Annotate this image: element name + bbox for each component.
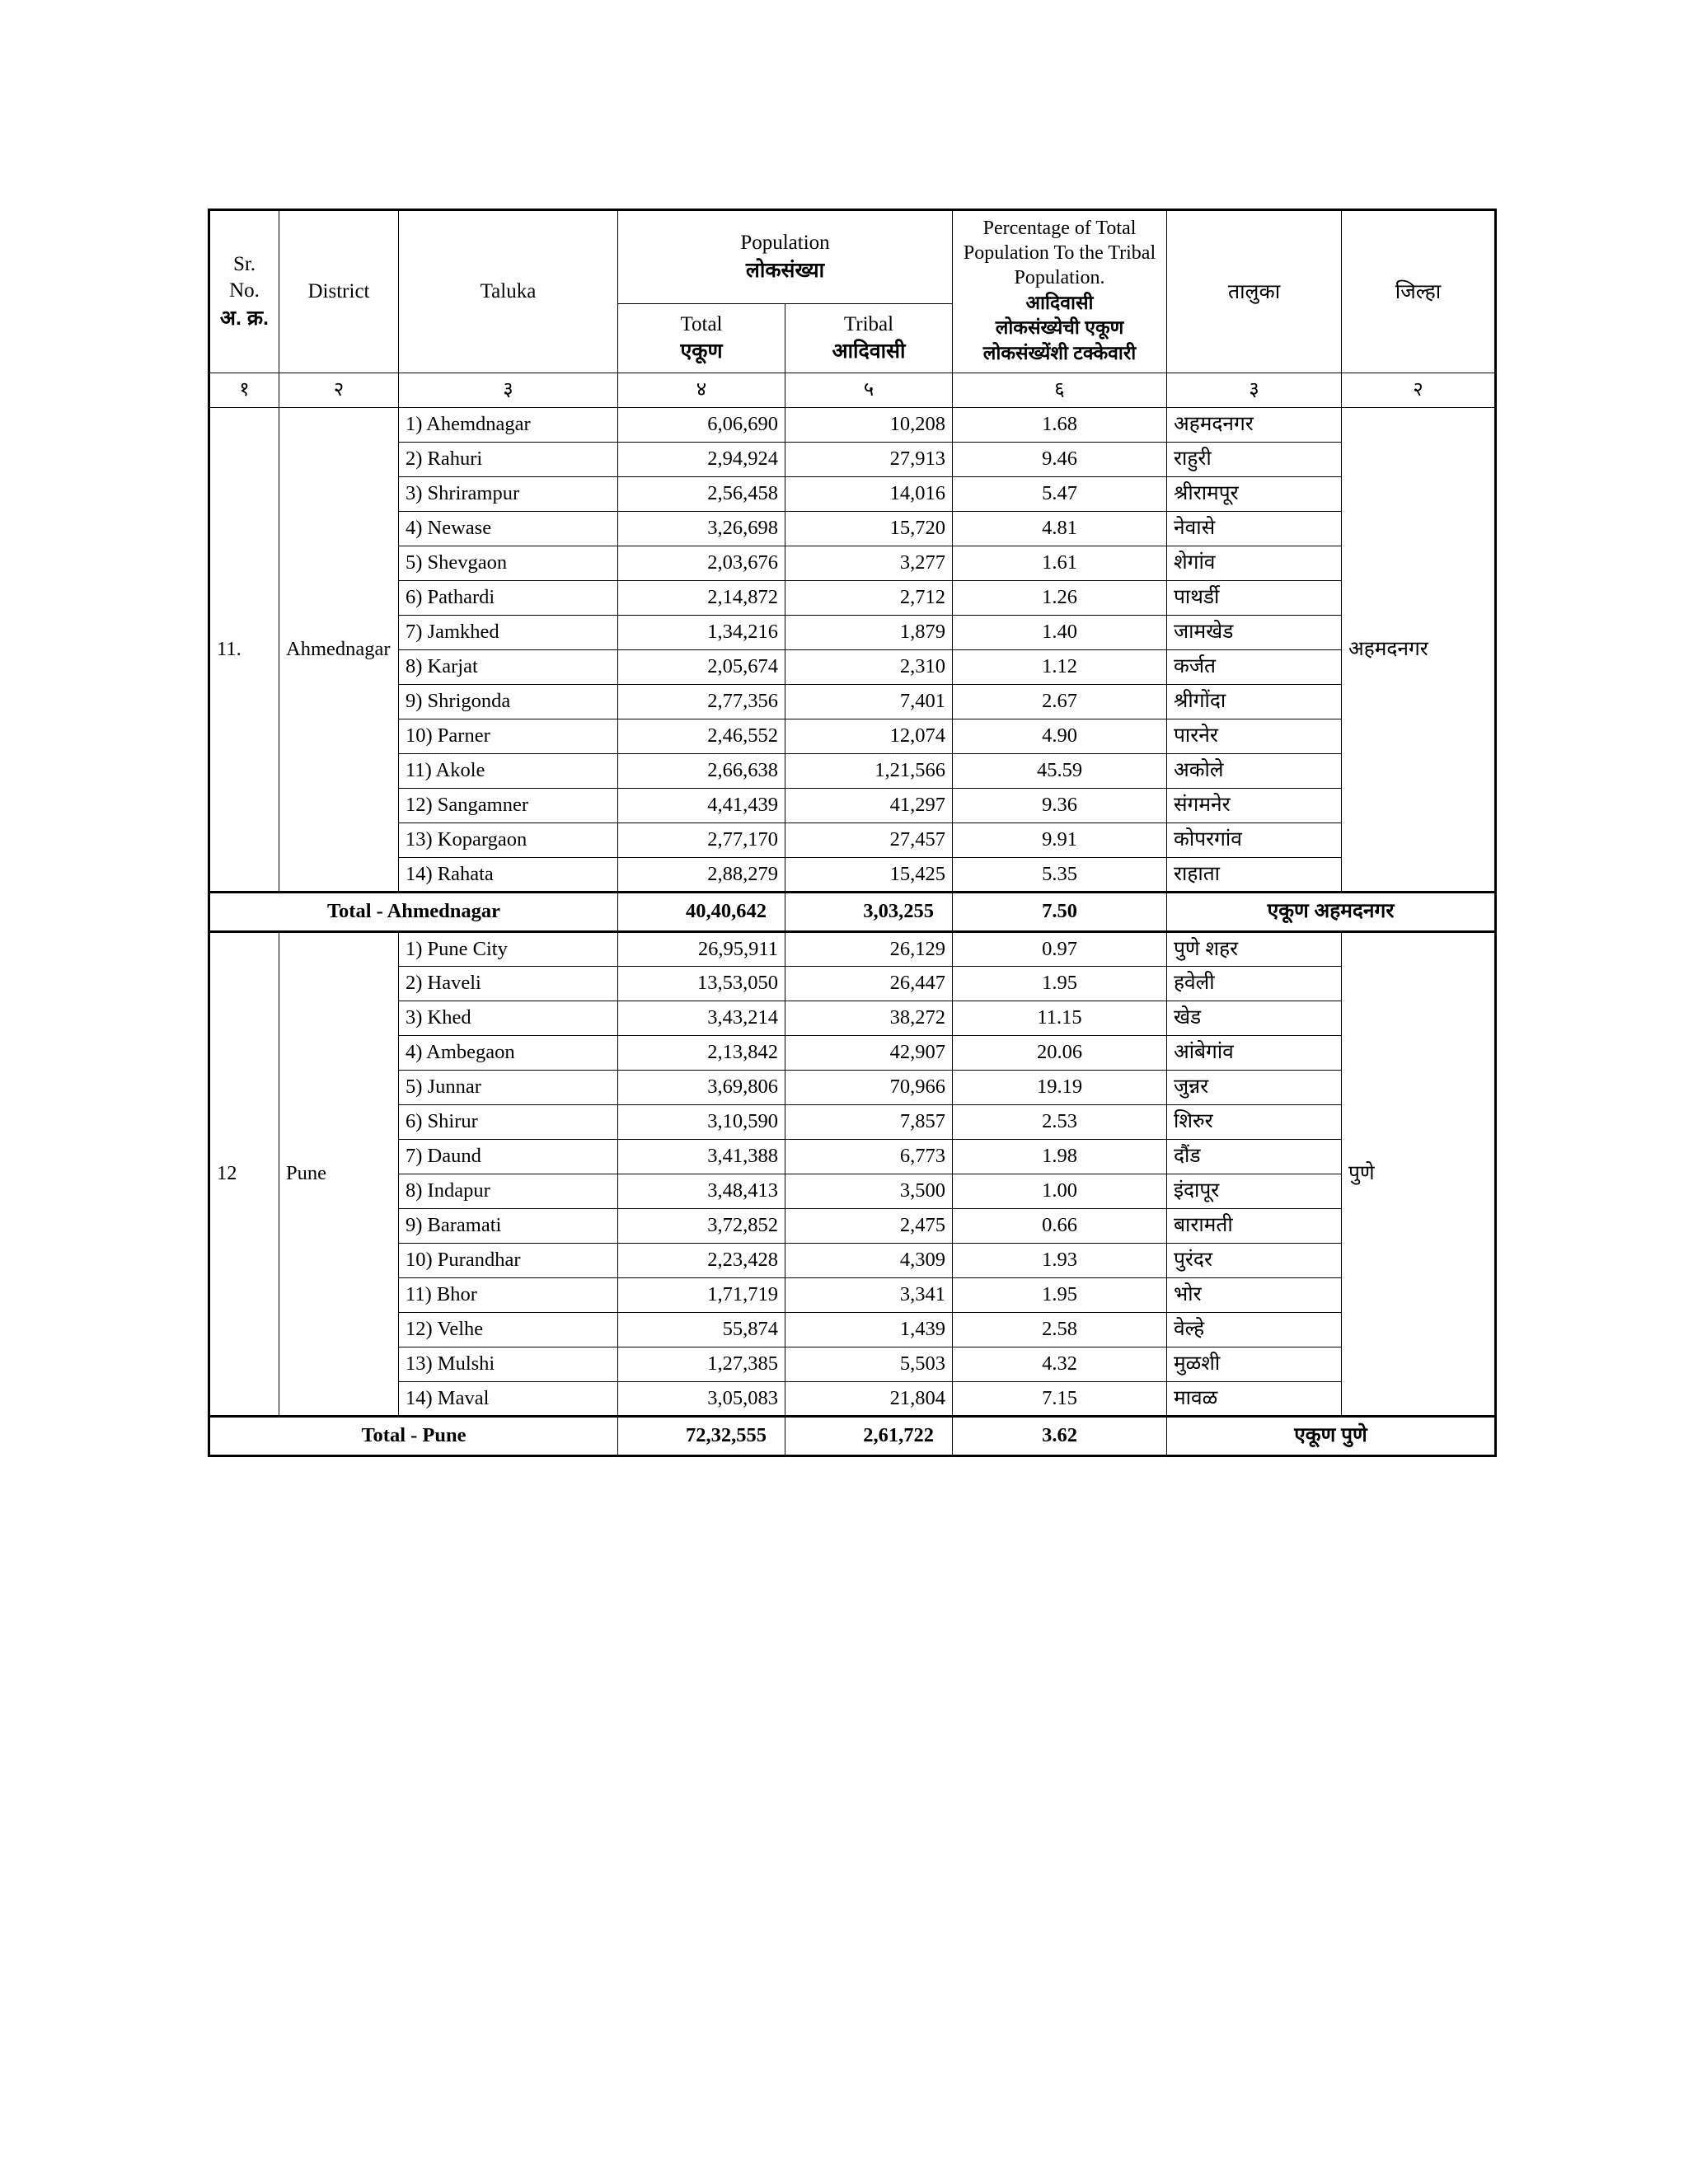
- cell-taluka-mr: संगमनेर: [1167, 789, 1342, 823]
- cell-taluka-en: 3) Shrirampur: [399, 477, 618, 512]
- cell-percentage: 20.06: [953, 1036, 1167, 1071]
- cell-taluka-mr: वेल्हे: [1167, 1313, 1342, 1347]
- cell-taluka-en: 5) Shevgaon: [399, 546, 618, 581]
- cell-total-population: 4,41,439: [618, 789, 785, 823]
- cell-taluka-mr: अहमदनगर: [1167, 408, 1342, 443]
- header-percentage-mr-1: आदिवासी: [1025, 291, 1094, 313]
- cell-taluka-mr: राहुरी: [1167, 443, 1342, 477]
- cell-percentage: 7.15: [953, 1382, 1167, 1417]
- cell-tribal-population: 14,016: [785, 477, 953, 512]
- total-tribal-sum: 3,03,255: [785, 893, 953, 932]
- header-tribal-mr: आदिवासी: [832, 340, 906, 363]
- cell-percentage: 9.91: [953, 823, 1167, 858]
- cell-total-population: 2,66,638: [618, 754, 785, 789]
- cell-tribal-population: 1,21,566: [785, 754, 953, 789]
- header-district-mr: जिल्हा: [1342, 210, 1496, 373]
- table-row: [209, 932, 1496, 967]
- cell-tribal-population: 27,913: [785, 443, 953, 477]
- column-number-5: ५: [785, 373, 953, 408]
- cell-total-population: 3,41,388: [618, 1140, 785, 1174]
- cell-taluka-en: 10) Parner: [399, 719, 618, 754]
- cell-taluka-en: 13) Mulshi: [399, 1347, 618, 1382]
- cell-district-mr: अहमदनगर: [1342, 408, 1496, 893]
- header-sr-no-en: Sr. No.: [229, 252, 260, 302]
- header-sr-no: [209, 210, 279, 373]
- table-row: [209, 1174, 1496, 1209]
- cell-percentage: 9.36: [953, 789, 1167, 823]
- table-row: [209, 823, 1496, 858]
- cell-taluka-mr: दौंड: [1167, 1140, 1342, 1174]
- table-row: [209, 1209, 1496, 1244]
- cell-percentage: 4.81: [953, 512, 1167, 546]
- cell-taluka-mr: शिरुर: [1167, 1105, 1342, 1140]
- total-population-sum: 40,40,642: [618, 893, 785, 932]
- cell-total-population: 3,69,806: [618, 1071, 785, 1105]
- cell-percentage: 1.98: [953, 1140, 1167, 1174]
- cell-percentage: 1.68: [953, 408, 1167, 443]
- cell-percentage: 1.26: [953, 581, 1167, 616]
- cell-taluka-en: 12) Velhe: [399, 1313, 618, 1347]
- cell-taluka-en: 5) Junnar: [399, 1071, 618, 1105]
- cell-total-population: 13,53,050: [618, 967, 785, 1001]
- table-row: [209, 1382, 1496, 1417]
- cell-taluka-en: 3) Khed: [399, 1001, 618, 1036]
- table-row: [209, 789, 1496, 823]
- cell-taluka-mr: मावळ: [1167, 1382, 1342, 1417]
- cell-total-population: 3,43,214: [618, 1001, 785, 1036]
- cell-tribal-population: 42,907: [785, 1036, 953, 1071]
- header-taluka-en: Taluka: [399, 210, 618, 373]
- cell-taluka-en: 8) Karjat: [399, 650, 618, 685]
- cell-taluka-en: 7) Jamkhed: [399, 616, 618, 650]
- cell-taluka-en: 13) Kopargaon: [399, 823, 618, 858]
- cell-taluka-mr: कोपरगांव: [1167, 823, 1342, 858]
- total-percentage: 7.50: [953, 893, 1167, 932]
- table-row: [209, 719, 1496, 754]
- cell-tribal-population: 15,425: [785, 858, 953, 893]
- table-row: [209, 1347, 1496, 1382]
- cell-tribal-population: 7,857: [785, 1105, 953, 1140]
- cell-total-population: 3,26,698: [618, 512, 785, 546]
- cell-total-population: 2,56,458: [618, 477, 785, 512]
- cell-taluka-mr: जुन्नर: [1167, 1071, 1342, 1105]
- header-row-main: [209, 210, 1496, 304]
- cell-total-population: 1,34,216: [618, 616, 785, 650]
- cell-taluka-mr: नेवासे: [1167, 512, 1342, 546]
- cell-taluka-mr: मुळशी: [1167, 1347, 1342, 1382]
- table-total-row: [209, 893, 1496, 932]
- cell-taluka-en: 11) Bhor: [399, 1278, 618, 1313]
- cell-taluka-mr: बारामती: [1167, 1209, 1342, 1244]
- total-label-en: Total - Ahmednagar: [209, 893, 618, 932]
- cell-percentage: 0.97: [953, 932, 1167, 967]
- column-number-2: २: [279, 373, 399, 408]
- cell-taluka-mr: कर्जत: [1167, 650, 1342, 685]
- column-number-3: ३: [399, 373, 618, 408]
- cell-percentage: 1.95: [953, 967, 1167, 1001]
- cell-percentage: 5.35: [953, 858, 1167, 893]
- cell-tribal-population: 21,804: [785, 1382, 953, 1417]
- table-row: [209, 477, 1496, 512]
- column-number-6: ६: [953, 373, 1167, 408]
- cell-tribal-population: 38,272: [785, 1001, 953, 1036]
- table-row: [209, 1244, 1496, 1278]
- cell-tribal-population: 12,074: [785, 719, 953, 754]
- cell-total-population: 2,88,279: [618, 858, 785, 893]
- cell-percentage: 2.58: [953, 1313, 1167, 1347]
- cell-taluka-mr: इंदापूर: [1167, 1174, 1342, 1209]
- table-header: [209, 210, 1496, 408]
- cell-percentage: 45.59: [953, 754, 1167, 789]
- cell-taluka-en: 1) Pune City: [399, 932, 618, 967]
- table-row: [209, 443, 1496, 477]
- cell-tribal-population: 10,208: [785, 408, 953, 443]
- total-percentage: 3.62: [953, 1417, 1167, 1456]
- cell-percentage: 0.66: [953, 1209, 1167, 1244]
- cell-tribal-population: 41,297: [785, 789, 953, 823]
- header-tribal-en: Tribal: [843, 312, 894, 335]
- cell-taluka-en: 4) Newase: [399, 512, 618, 546]
- cell-tribal-population: 5,503: [785, 1347, 953, 1382]
- cell-total-population: 1,27,385: [618, 1347, 785, 1382]
- table-row: [209, 967, 1496, 1001]
- header-district-en: District: [279, 210, 399, 373]
- cell-total-population: 3,10,590: [618, 1105, 785, 1140]
- cell-total-population: 26,95,911: [618, 932, 785, 967]
- cell-percentage: 1.95: [953, 1278, 1167, 1313]
- cell-percentage: 11.15: [953, 1001, 1167, 1036]
- cell-taluka-en: 4) Ambegaon: [399, 1036, 618, 1071]
- table-row: [209, 1140, 1496, 1174]
- cell-percentage: 4.90: [953, 719, 1167, 754]
- cell-taluka-en: 7) Daund: [399, 1140, 618, 1174]
- cell-tribal-population: 3,277: [785, 546, 953, 581]
- table-row: [209, 1278, 1496, 1313]
- table-row: [209, 1105, 1496, 1140]
- cell-sr-no: 12: [209, 932, 279, 1417]
- cell-total-population: 2,23,428: [618, 1244, 785, 1278]
- header-percentage: [953, 210, 1167, 373]
- cell-total-population: 55,874: [618, 1313, 785, 1347]
- cell-taluka-en: 14) Rahata: [399, 858, 618, 893]
- cell-total-population: 6,06,690: [618, 408, 785, 443]
- total-label-en: Total - Pune: [209, 1417, 618, 1456]
- cell-tribal-population: 1,439: [785, 1313, 953, 1347]
- cell-total-population: 2,05,674: [618, 650, 785, 685]
- cell-tribal-population: 70,966: [785, 1071, 953, 1105]
- table-row: [209, 408, 1496, 443]
- cell-taluka-mr: पुरंदर: [1167, 1244, 1342, 1278]
- cell-taluka-en: 6) Pathardi: [399, 581, 618, 616]
- total-population-sum: 72,32,555: [618, 1417, 785, 1456]
- cell-district-en: Ahmednagar: [279, 408, 399, 893]
- cell-taluka-mr: हवेली: [1167, 967, 1342, 1001]
- cell-tribal-population: 27,457: [785, 823, 953, 858]
- column-number-8: २: [1342, 373, 1496, 408]
- table-row: [209, 546, 1496, 581]
- cell-total-population: 2,46,552: [618, 719, 785, 754]
- cell-percentage: 1.00: [953, 1174, 1167, 1209]
- cell-taluka-en: 11) Akole: [399, 754, 618, 789]
- table-row: [209, 1071, 1496, 1105]
- header-population-mr: लोकसंख्या: [745, 258, 825, 282]
- cell-taluka-en: 6) Shirur: [399, 1105, 618, 1140]
- cell-percentage: 2.53: [953, 1105, 1167, 1140]
- cell-taluka-mr: जामखेड: [1167, 616, 1342, 650]
- cell-taluka-mr: पाथर्डी: [1167, 581, 1342, 616]
- cell-district-mr: पुणे: [1342, 932, 1496, 1417]
- cell-taluka-mr: अकोले: [1167, 754, 1342, 789]
- table-total-row: [209, 1417, 1496, 1456]
- header-total-en: Total: [680, 312, 723, 335]
- cell-taluka-mr: पारनेर: [1167, 719, 1342, 754]
- table-body: [209, 408, 1496, 1456]
- cell-total-population: 3,48,413: [618, 1174, 785, 1209]
- cell-tribal-population: 26,129: [785, 932, 953, 967]
- header-total-mr: एकूण: [680, 340, 723, 363]
- cell-taluka-en: 9) Shrigonda: [399, 685, 618, 719]
- cell-percentage: 4.32: [953, 1347, 1167, 1382]
- cell-taluka-mr: पुणे शहर: [1167, 932, 1342, 967]
- cell-percentage: 9.46: [953, 443, 1167, 477]
- cell-total-population: 1,71,719: [618, 1278, 785, 1313]
- header-population-en: Population: [740, 232, 830, 254]
- total-label-mr: एकूण अहमदनगर: [1167, 893, 1496, 932]
- cell-tribal-population: 7,401: [785, 685, 953, 719]
- cell-total-population: 2,77,170: [618, 823, 785, 858]
- header-percentage-en: Percentage of Total Population To the Tribal Population.: [963, 218, 1156, 288]
- table-row: [209, 1001, 1496, 1036]
- cell-taluka-en: 10) Purandhar: [399, 1244, 618, 1278]
- cell-taluka-en: 12) Sangamner: [399, 789, 618, 823]
- tribal-population-table: [208, 209, 1497, 1457]
- table-row: [209, 858, 1496, 893]
- cell-tribal-population: 15,720: [785, 512, 953, 546]
- table-row: [209, 1036, 1496, 1071]
- cell-taluka-mr: श्रीगोंदा: [1167, 685, 1342, 719]
- cell-taluka-en: 9) Baramati: [399, 1209, 618, 1244]
- header-percentage-mr-2: लोकसंख्येची एकूण: [995, 316, 1124, 339]
- cell-taluka-mr: राहाता: [1167, 858, 1342, 893]
- header-taluka-mr: तालुका: [1167, 210, 1342, 373]
- cell-tribal-population: 3,341: [785, 1278, 953, 1313]
- cell-taluka-en: 1) Ahemdnagar: [399, 408, 618, 443]
- cell-taluka-en: 2) Haveli: [399, 967, 618, 1001]
- header-population: [618, 210, 953, 304]
- column-number-7: ३: [1167, 373, 1342, 408]
- column-number-row: [209, 373, 1496, 408]
- cell-total-population: 2,94,924: [618, 443, 785, 477]
- table-row: [209, 616, 1496, 650]
- cell-total-population: 3,05,083: [618, 1382, 785, 1417]
- cell-taluka-mr: आंबेगांव: [1167, 1036, 1342, 1071]
- table-row: [209, 754, 1496, 789]
- header-total: [618, 304, 785, 373]
- total-tribal-sum: 2,61,722: [785, 1417, 953, 1456]
- cell-tribal-population: 2,310: [785, 650, 953, 685]
- header-percentage-mr-3: लोकसंख्येंशी टक्केवारी: [982, 342, 1137, 363]
- cell-taluka-en: 14) Maval: [399, 1382, 618, 1417]
- cell-total-population: 2,03,676: [618, 546, 785, 581]
- table-row: [209, 512, 1496, 546]
- table-row: [209, 1313, 1496, 1347]
- cell-taluka-en: 8) Indapur: [399, 1174, 618, 1209]
- cell-tribal-population: 2,712: [785, 581, 953, 616]
- header-tribal: [785, 304, 953, 373]
- column-number-4: ४: [618, 373, 785, 408]
- total-label-mr: एकूण पुणे: [1167, 1417, 1496, 1456]
- cell-taluka-mr: शेगांव: [1167, 546, 1342, 581]
- cell-total-population: 2,13,842: [618, 1036, 785, 1071]
- cell-percentage: 1.61: [953, 546, 1167, 581]
- cell-percentage: 1.40: [953, 616, 1167, 650]
- cell-percentage: 2.67: [953, 685, 1167, 719]
- cell-taluka-mr: खेड: [1167, 1001, 1342, 1036]
- column-number-1: १: [209, 373, 279, 408]
- cell-sr-no: 11.: [209, 408, 279, 893]
- cell-taluka-en: 2) Rahuri: [399, 443, 618, 477]
- header-sr-no-mr: अ. क्र.: [219, 306, 270, 330]
- cell-taluka-mr: भोर: [1167, 1278, 1342, 1313]
- cell-taluka-mr: श्रीरामपूर: [1167, 477, 1342, 512]
- cell-tribal-population: 2,475: [785, 1209, 953, 1244]
- cell-tribal-population: 3,500: [785, 1174, 953, 1209]
- cell-percentage: 1.93: [953, 1244, 1167, 1278]
- table-row: [209, 650, 1496, 685]
- cell-tribal-population: 26,447: [785, 967, 953, 1001]
- cell-total-population: 2,14,872: [618, 581, 785, 616]
- cell-total-population: 3,72,852: [618, 1209, 785, 1244]
- cell-tribal-population: 4,309: [785, 1244, 953, 1278]
- cell-tribal-population: 1,879: [785, 616, 953, 650]
- cell-percentage: 19.19: [953, 1071, 1167, 1105]
- cell-tribal-population: 6,773: [785, 1140, 953, 1174]
- table-row: [209, 581, 1496, 616]
- cell-percentage: 1.12: [953, 650, 1167, 685]
- table-row: [209, 685, 1496, 719]
- cell-district-en: Pune: [279, 932, 399, 1417]
- cell-percentage: 5.47: [953, 477, 1167, 512]
- cell-total-population: 2,77,356: [618, 685, 785, 719]
